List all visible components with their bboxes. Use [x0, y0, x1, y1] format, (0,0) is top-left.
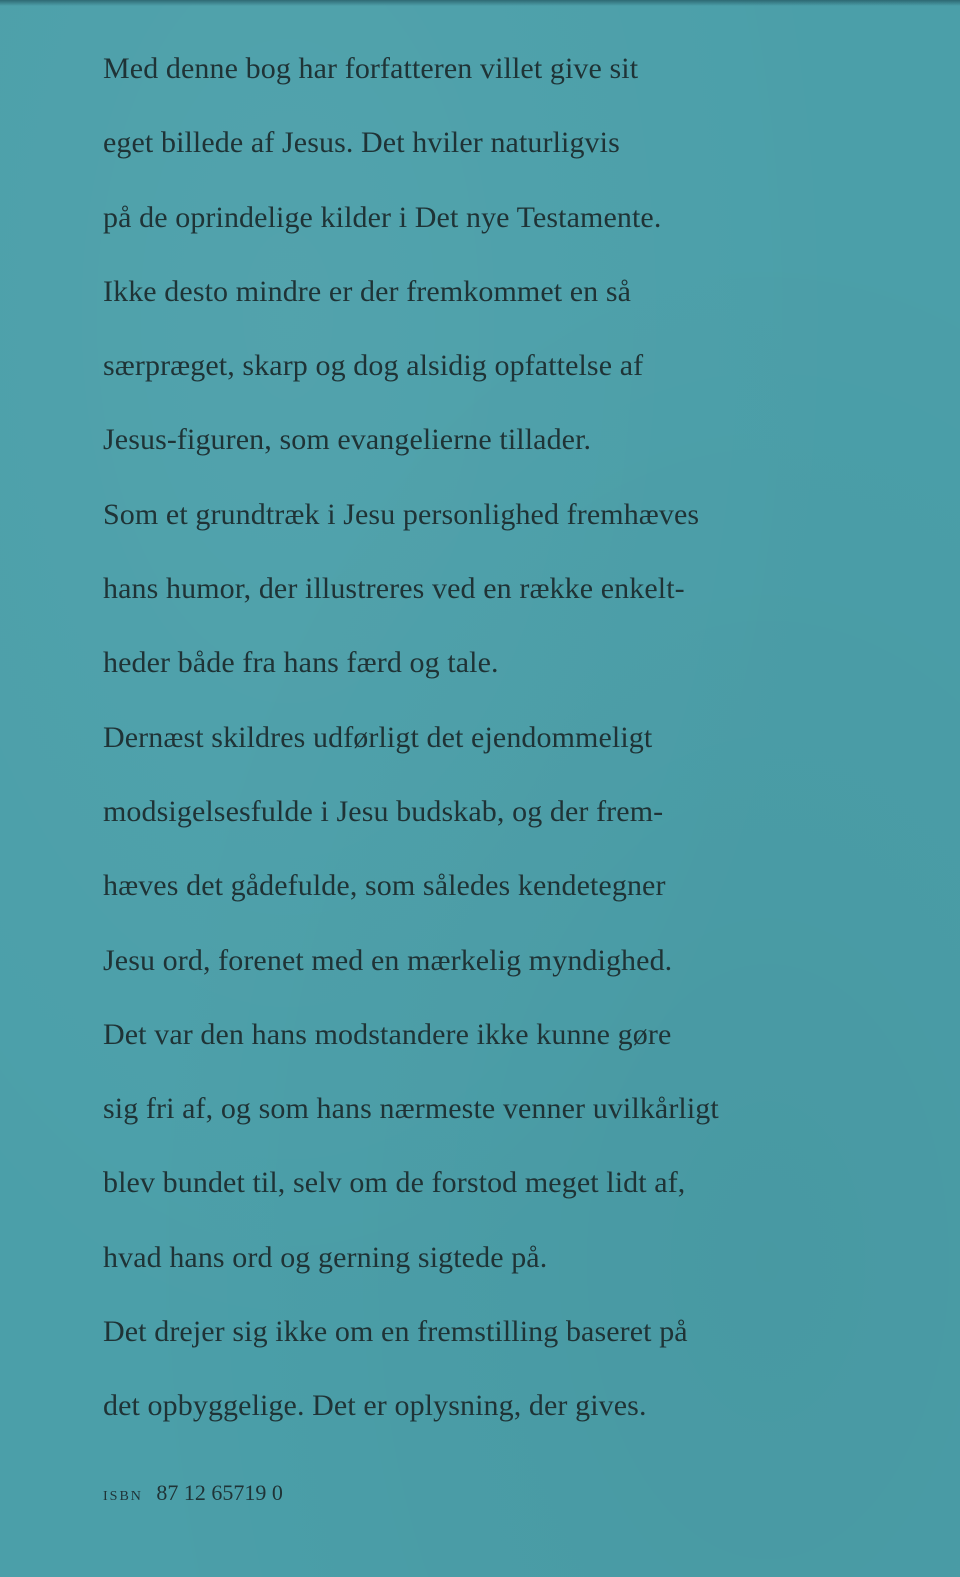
- blurb-line: Jesus-figuren, som evangelierne tillader.: [103, 423, 592, 457]
- blurb-line: på de oprindelige kilder i Det nye Testamente.: [103, 200, 662, 234]
- blurb-line: hæves det gådefulde, som således kendetegner: [103, 869, 666, 903]
- blurb-line: Som et grundtræk i Jesu personlighed fremhæves: [103, 497, 700, 531]
- blurb-line: Jesu ord, forenet med en mærkelig myndighed.: [103, 943, 673, 977]
- blurb-line: modsigelsesfulde i Jesu budskab, og der frem-: [103, 794, 664, 828]
- blurb-line: heder både fra hans færd og tale.: [103, 646, 499, 680]
- blurb-line: det opbyggelige. Det er oplysning, der gives.: [103, 1389, 647, 1423]
- blurb-line: hans humor, der illustreres ved en række enkelt-: [103, 572, 685, 606]
- blurb-line: særpræget, skarp og dog alsidig opfattelse af: [103, 349, 644, 383]
- isbn-number: 87 12 65719 0: [156, 1480, 283, 1505]
- blurb-line: sig fri af, og som hans nærmeste venner uvilkårligt: [103, 1092, 719, 1126]
- blurb-line: eget billede af Jesus. Det hviler naturligvis: [103, 126, 620, 160]
- isbn: [103, 1480, 283, 1506]
- blurb-line: hvad hans ord og gerning sigtede på.: [103, 1240, 548, 1274]
- blurb-text: [103, 32, 883, 1444]
- top-edge-shadow: [0, 0, 960, 6]
- blurb-line: blev bundet til, selv om de forstod meget lidt af,: [103, 1166, 686, 1200]
- blurb-line: Det var den hans modstandere ikke kunne gøre: [103, 1017, 672, 1051]
- blurb-line: Det drejer sig ikke om en fremstilling baseret på: [103, 1315, 688, 1349]
- blurb-line: Ikke desto mindre er der fremkommet en så: [103, 274, 632, 308]
- isbn-label: ISBN: [103, 1489, 143, 1504]
- blurb-line: Med denne bog har forfatteren villet give sit: [103, 52, 639, 85]
- blurb-line: Dernæst skildres udførligt det ejendommeligt: [103, 720, 653, 754]
